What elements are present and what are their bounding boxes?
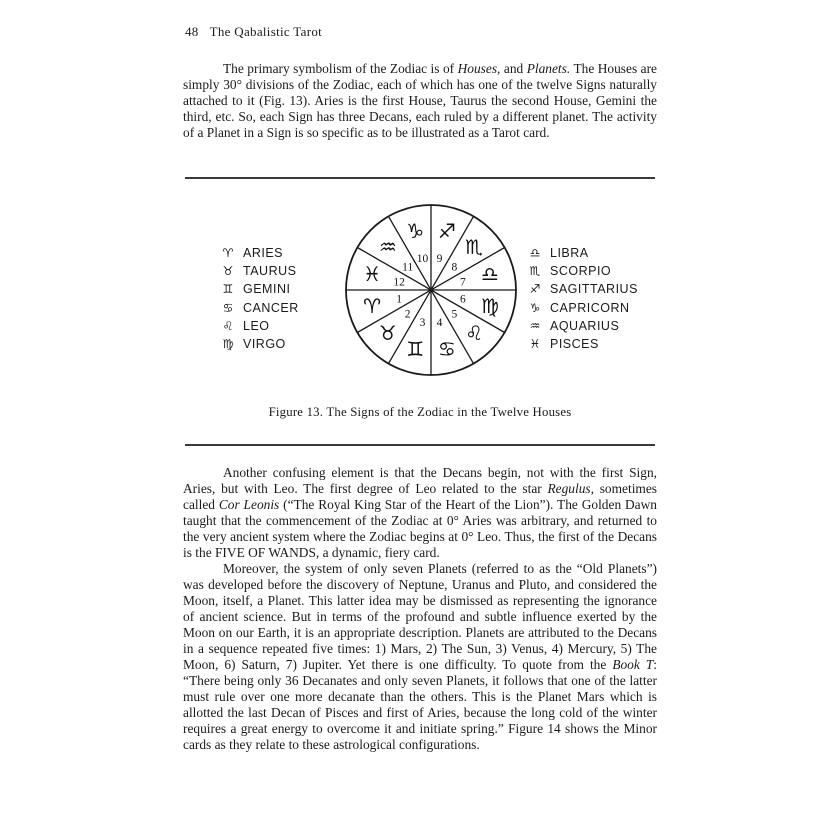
taurus-icon: ♉ (222, 264, 234, 279)
running-header (185, 24, 322, 40)
sign-row-libra (526, 244, 638, 262)
page-number: 48 (185, 24, 199, 39)
italic-text-run: Houses, (457, 61, 501, 76)
sign-row-leo (219, 317, 299, 335)
sign-row-aquarius (526, 317, 638, 335)
house-number: 5 (451, 308, 458, 321)
text-run: sometimes called (183, 481, 657, 512)
aquarius-icon: ♒ (529, 318, 541, 333)
house-number: 11 (402, 261, 414, 274)
house-number: 6 (460, 293, 466, 306)
scorpio-icon: ♏ (529, 264, 541, 279)
capricorn-icon: ♑ (406, 219, 425, 244)
house-number: 9 (436, 253, 443, 266)
taurus-icon: ♉ (378, 321, 397, 346)
sagittarius-icon: ♐ (437, 219, 456, 244)
figure-caption: Figure 13. The Signs of the Zodiac in the Twelve Houses (268, 405, 572, 419)
house-number: 8 (451, 261, 458, 274)
capricorn-icon: ♑ (529, 300, 541, 315)
house-number: 12 (393, 276, 405, 289)
paragraph-decans (183, 465, 657, 561)
figure-divider-top (185, 177, 655, 179)
sign-name: CAPRICORN (550, 300, 630, 315)
sign-row-scorpio (526, 262, 638, 280)
sign-name: VIRGO (243, 337, 286, 352)
sign-name: SAGITTARIUS (550, 282, 638, 297)
leo-icon: ♌ (222, 318, 234, 333)
sign-name: TAURUS (243, 264, 297, 279)
text-run: and (500, 61, 527, 76)
italic-text-run: Book T (612, 657, 654, 672)
sign-name: LEO (243, 318, 270, 333)
house-number: 3 (419, 316, 426, 329)
virgo-icon: ♍ (222, 337, 234, 352)
text-run: Another confusing element is that the Decans begin, not with the first Sign, Aries, but with Leo. The first degree of Leo related to the star (183, 465, 657, 496)
sign-name: AQUARIUS (550, 318, 620, 333)
aries-icon: ♈ (363, 293, 382, 318)
aries-icon: ♈ (222, 246, 234, 261)
sign-name: SCORPIO (550, 264, 612, 279)
main-text-block (183, 465, 657, 753)
figure-divider-bottom (185, 444, 655, 446)
sign-row-taurus (219, 262, 299, 280)
sign-row-cancer (219, 299, 299, 317)
text-run: Moreover, the system of only seven Planets (referred to as the “Old Planets”) was developed before the discovery of Neptune, Uranus and Pluto, and considered the Moon, itself, a Planet. This latter idea may be dismissed as representing the ignorance of ancient science. But in terms of the profound and subtle influence exerted by the Moon on our Earth, it is an appropriate description. Planets are attributed to the Decans in a sequence repeated five times: 1) Mars, 2) The Sun, 3) Venus, 4) Mercury, 5) The Moon, 6) Saturn, 7) Jupiter. Yet there is one difficulty. To quote from the (183, 561, 657, 672)
sign-list-left (219, 244, 299, 353)
house-number: 1 (396, 293, 402, 306)
leo-icon: ♌ (465, 321, 484, 346)
running-title: The Qabalistic Tarot (209, 24, 323, 39)
house-number: 10 (416, 253, 429, 266)
sign-row-gemini (219, 280, 299, 298)
gemini-icon: ♊ (406, 336, 425, 361)
text-run: : “There being only 36 Decanates and only seven Planets, it follows that one of the latter must rule over one more decanate than the others. This is the Planet Mars which is allotted the last Decan of Pisces and first of Aries, because the long cold of the winter requires a great energy to overcome it and initiate spring.” Figure 14 shows the Minor cards as they relate to these astrological configurations. (183, 657, 657, 752)
sign-name: CANCER (243, 300, 299, 315)
text-run: The Houses are simply 30° divisions of the Zodiac, each of which has one of the twelve Signs naturally attached to it (Fig. 13). Aries is the first House, Taurus the second House, Gemini the third, etc. So, each Sign has three Decans, each ruled by a different planet. The activity of a Planet in a Sign is so specific as to be illustrated as a Tarot card. (183, 61, 657, 140)
sign-name: PISCES (550, 337, 599, 352)
cancer-icon: ♋ (222, 300, 234, 315)
zodiac-wheel (343, 202, 519, 378)
scorpio-icon: ♏ (465, 234, 484, 259)
paragraph-planets (183, 561, 657, 753)
sagittarius-icon: ♐ (529, 282, 541, 297)
sign-row-pisces (526, 335, 638, 353)
intro-text-block (183, 61, 657, 141)
house-number: 2 (404, 308, 411, 321)
sign-name: LIBRA (550, 246, 589, 261)
cancer-icon: ♋ (437, 336, 456, 361)
sign-row-sagittarius (526, 280, 638, 298)
italic-text-run: Planets. (526, 61, 571, 76)
pisces-icon: ♓ (529, 337, 541, 352)
italic-text-run: Regulus, (547, 481, 594, 496)
house-number: 4 (436, 316, 443, 329)
sign-row-capricorn (526, 299, 638, 317)
sign-name: GEMINI (243, 282, 291, 297)
pisces-icon: ♓ (363, 262, 382, 287)
libra-icon: ♎ (529, 246, 541, 261)
text-run: The primary symbolism of the Zodiac is of (223, 61, 458, 76)
italic-text-run: Cor Leonis (218, 497, 280, 512)
aquarius-icon: ♒ (378, 234, 397, 259)
virgo-icon: ♍ (480, 293, 499, 318)
sign-name: ARIES (243, 246, 284, 261)
paragraph-intro (183, 61, 657, 141)
libra-icon: ♎ (480, 262, 499, 287)
sign-row-aries (219, 244, 299, 262)
text-run: (“The Royal King Star of the Heart of the Lion”). The Golden Dawn taught that the commencement of the Zodiac at 0° Aries was arbitrary, and returned to the very ancient system where the Zodiac begins at 0° Leo. Thus, the first of the Decans is the FIVE OF WANDS, a dynamic, fiery card. (183, 497, 657, 560)
sign-list-right (526, 244, 638, 353)
house-number: 7 (460, 276, 466, 289)
gemini-icon: ♊ (222, 282, 234, 297)
sign-row-virgo (219, 335, 299, 353)
